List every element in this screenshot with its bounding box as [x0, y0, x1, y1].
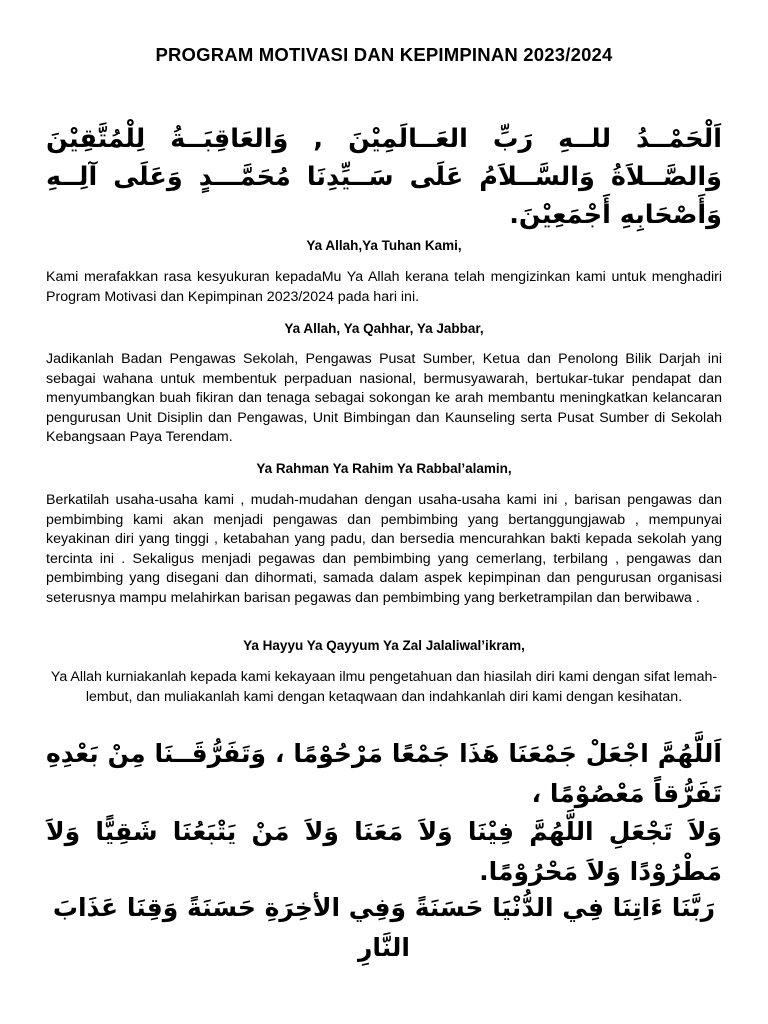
paragraph-badan-pengawas: Jadikanlah Badan Pengawas Sekolah, Pengawas Pusat Sumber, Ketua dan Penolong Bilik Darjah ini sebagai wahana untuk membentuk perpaduan nasional, bermusyawarah, bertukar-tukar pendapat dan menyumbangkan buah fikiran dan tenaga sebagai sokongan ke arah membantu meningkatkan kelancaran pengurusan Unit Disiplin dan Pengawas, Unit Bimbingan dan Kaunseling serta Pusat Sumber di Sekolah Kebangsaan Paya Terendam.: [46, 351, 722, 446]
document-title: PROGRAM MOTIVASI DAN KEPIMPINAN 2023/2024: [155, 44, 613, 65]
arabic-doa-protection: وَلاَ تَجْعَلِ اللَّهُمَّ فِيْنَا وَلاَ مَعَنَا وَلاَ مَنْ يَتْبَعُنَا شَقِيًّا وَلاَ مَطْرُوْدًا وَلاَ مَحْرُوْمًا.: [46, 817, 722, 886]
heading-ya-qahhar: Ya Allah, Ya Qahhar, Ya Jabbar,: [284, 321, 484, 336]
paragraph-kurniakanlah: Ya Allah kurniakanlah kepada kami kekayaan ilmu pengetahuan dan hiasilah diri kami dengan sifat lemah-lembut, dan muliakanlah kami dengan ketaqwaan dan indahkanlah diri kami dengan kesihatan.: [50, 669, 718, 705]
paragraph-berkatilah: Berkatilah usaha-usaha kami , mudah-mudahan dengan usaha-usaha kami ini , barisan pengawas dan pembimbing kami akan menjadi pengawas dan pembimbing yang bertanggungjawab , mempunyai keyakinan diri yang tinggi , ketabahan yang padu, dan bersedia mencurahkan bakti kepada sekolah yang tercinta ini . Sekaligus menjadi pegawas dan pembimbing yang cemerlang, terbilang , pengawas dan pembimbing yang disegani dan dihormati, samada dalam aspek kepimpinan dan pengurusan organisasi seterusnya mampu melahirkan barisan pegawas dan pembimbing yang berketrampilan dan berwibawa .: [46, 492, 722, 606]
heading-ya-hayyu: Ya Hayyu Ya Qayyum Ya Zal Jalaliwal’ikram,: [243, 638, 525, 653]
arabic-doa-gathering: اَللَّهُمَّ اجْعَلْ جَمْعَنَا هَذَا جَمْعًا مَرْحُوْمًا ، وَتَفَرُّقَــنَا مِنْ بَعْدِهِ تَفَرُّقاً مَعْصُوْمًا ،: [46, 739, 722, 808]
heading-ya-allah: Ya Allah,Ya Tuhan Kami,: [306, 238, 462, 253]
arabic-doa-rabbana: رَبَّنَا ءَاتِنَا فِي الدُّنْيَا حَسَنَةً وَفِي الأخِرَةِ حَسَنَةً وَقِنَا عَذَابَ النَّارِ: [52, 893, 716, 962]
arabic-opening-text: اَلْحَمْــدُ للــهِ رَبِّ العَــالَمِيْنَ , وَالعَاقِبَــةُ لِلْمُتَّقِيْنَ وَالصَّــلاَةُ وَالسَّــلاَمُ عَلَى سَــيِّدِنَا مُحَمَّـــدٍ وَعَلَى آلِــهِ وَأَصْحَابِهِ أَجْمَعِيْنَ.: [46, 124, 722, 230]
paragraph-gratitude: Kami merafakkan rasa kesyukuran kepadaMu Ya Allah kerana telah mengizinkan kami untuk menghadiri Program Motivasi dan Kepimpinan 2023/2024 pada hari ini.: [46, 269, 722, 305]
heading-ya-rahman: Ya Rahman Ya Rahim Ya Rabbal’alamin,: [256, 461, 512, 476]
